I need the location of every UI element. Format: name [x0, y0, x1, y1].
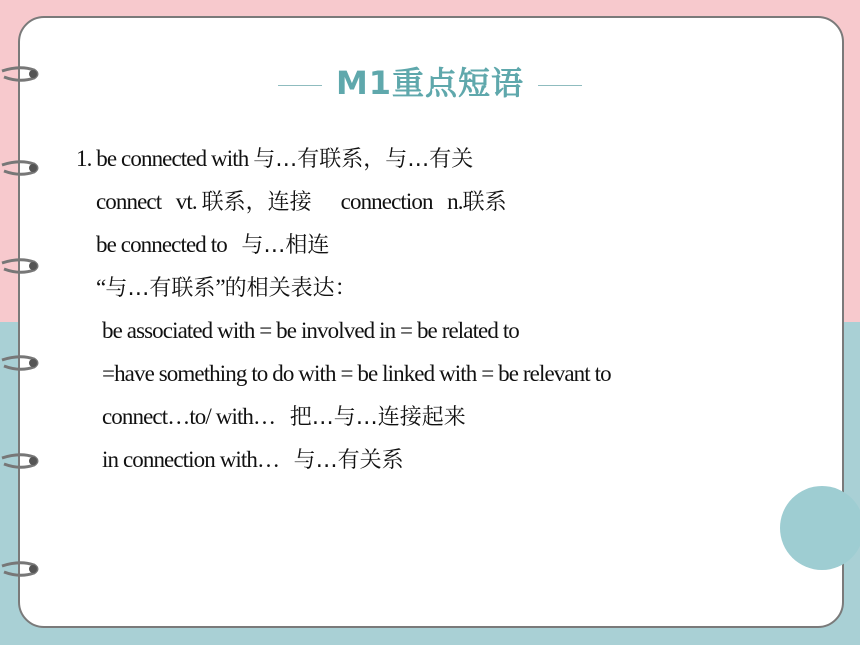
phrase-cn: 与…相连	[241, 233, 330, 258]
phrase-line	[102, 446, 404, 475]
phrase-cn: 把…与…连接起来	[289, 405, 466, 430]
phrase-cn: 与…有关系	[293, 448, 404, 473]
phrase-en: be connected to	[96, 232, 242, 257]
phrase-en: connect…to/ with…	[102, 404, 290, 429]
phrase-en: in connection with…	[102, 447, 294, 472]
phrase-cn: 与…有联系，与…有关	[253, 147, 474, 172]
phrase-line	[96, 188, 507, 217]
phrase-en: connect vt.	[96, 189, 202, 214]
phrase-en: ”	[215, 275, 225, 300]
phrase-cn: 联系，连接	[201, 190, 312, 215]
phrase-en: =have something to do with = be linked with = be relevant to	[102, 361, 611, 386]
phrase-line	[96, 274, 357, 303]
phrase-cn: 联系	[462, 190, 507, 215]
phrase-en: “	[96, 275, 106, 300]
phrase-line	[102, 317, 519, 345]
phrase-line	[76, 145, 473, 174]
phrase-line	[102, 360, 611, 388]
phrase-en: 1. be connected with	[76, 146, 254, 171]
phrase-en: be associated with = be involved in = be related to	[102, 318, 519, 343]
title-text: M1重点短语	[335, 64, 525, 102]
phrase-line	[96, 231, 329, 260]
phrase-line	[102, 403, 466, 432]
phrase-cn: 的相关表达：	[224, 276, 357, 301]
phrase-en: connection n.	[311, 189, 463, 214]
phrase-cn: 与…有联系	[105, 276, 216, 301]
